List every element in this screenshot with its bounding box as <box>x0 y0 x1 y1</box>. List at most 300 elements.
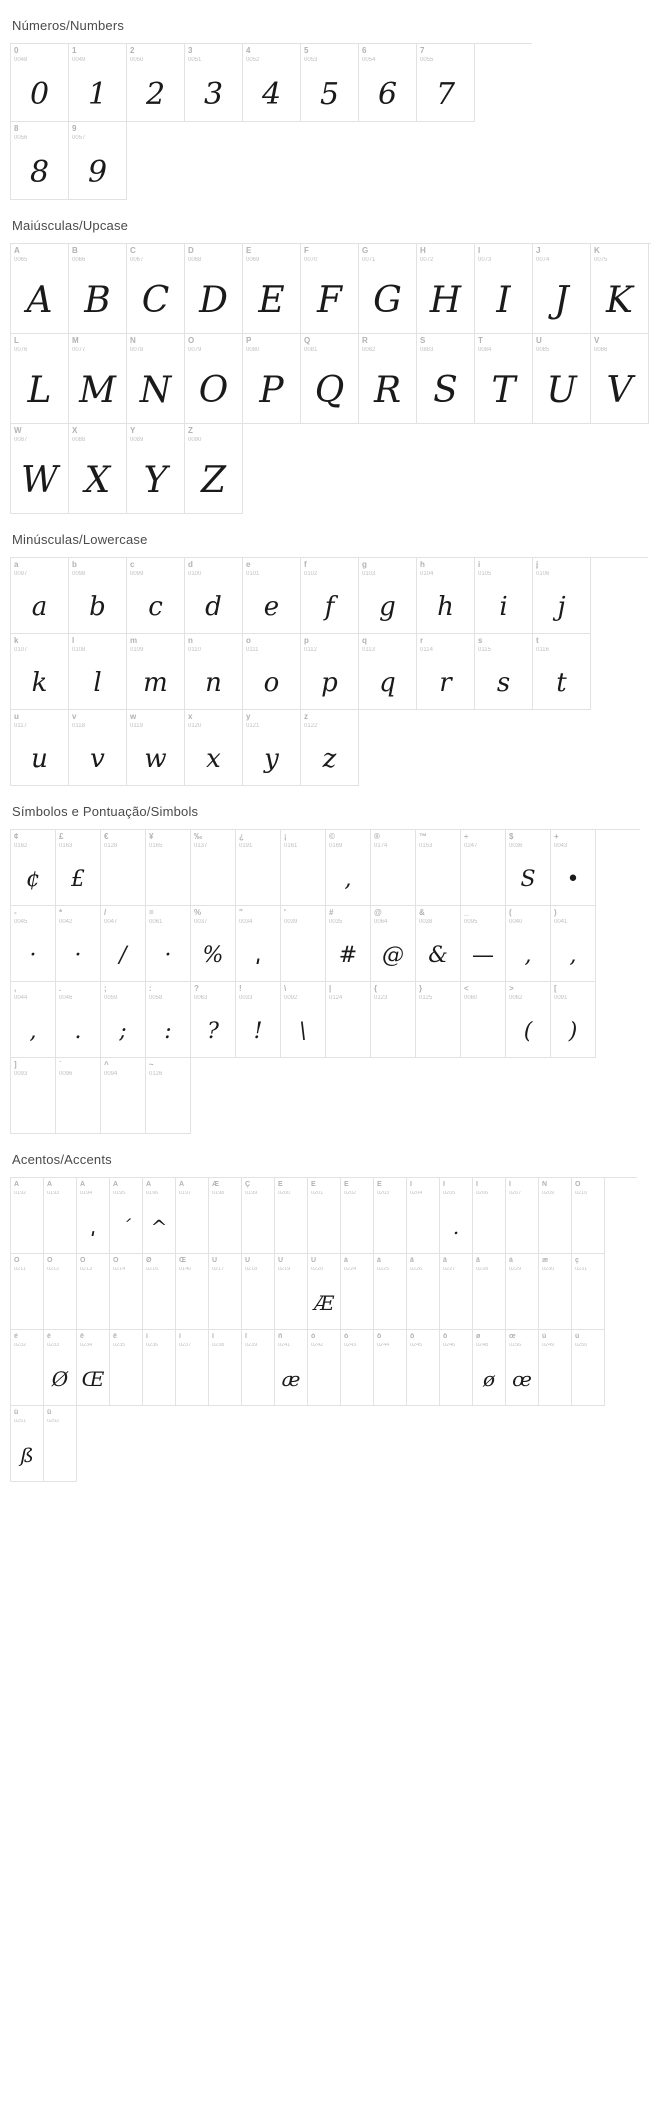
glyph-cell[interactable] <box>359 244 417 334</box>
glyph-render: j <box>557 592 566 622</box>
glyph-render <box>11 1351 43 1407</box>
glyph-cell[interactable] <box>11 710 69 786</box>
glyph-cell[interactable] <box>11 1178 44 1254</box>
glyph-cell[interactable] <box>11 1406 44 1482</box>
glyph-code-label: 0195 <box>113 1191 126 1196</box>
glyph-render <box>44 1275 76 1331</box>
glyph-char-label: R <box>362 337 368 345</box>
glyph-cell[interactable] <box>374 1254 407 1330</box>
glyph-char-label: õ <box>410 1333 415 1340</box>
glyph-cell[interactable] <box>101 982 146 1058</box>
glyph-cell[interactable] <box>69 244 127 334</box>
glyph-cell[interactable] <box>551 982 596 1058</box>
glyph-render: p <box>321 668 338 698</box>
glyph-cell[interactable] <box>243 558 301 634</box>
glyph-cell[interactable] <box>275 1178 308 1254</box>
glyph-code-label: 0200 <box>278 1191 291 1196</box>
glyph-cell[interactable] <box>11 122 69 200</box>
glyph-code-label: 0057 <box>72 135 86 141</box>
glyph-cell[interactable] <box>506 982 551 1058</box>
glyph-cell[interactable] <box>359 558 417 634</box>
glyph-cell[interactable] <box>236 982 281 1058</box>
glyph-cell[interactable] <box>473 1254 506 1330</box>
glyph-cell-header <box>143 1254 175 1275</box>
glyph-cell[interactable] <box>44 1254 77 1330</box>
glyph-cell[interactable] <box>473 1330 506 1406</box>
glyph-render: Z <box>200 459 226 501</box>
glyph-cell[interactable] <box>69 424 127 514</box>
glyph-cell-header <box>56 906 100 927</box>
glyph-cell[interactable] <box>591 334 649 424</box>
glyph-cell[interactable] <box>308 1254 341 1330</box>
glyph-cell[interactable] <box>281 830 326 906</box>
glyph-cell[interactable] <box>301 244 359 334</box>
glyph-render: K <box>606 279 633 321</box>
glyph-cell[interactable] <box>11 424 69 514</box>
glyph-cell-header <box>11 558 68 579</box>
glyph-cell[interactable] <box>56 1058 101 1134</box>
glyph-cell-header <box>127 334 184 355</box>
glyph-cell[interactable] <box>301 634 359 710</box>
glyph-char-label: ; <box>104 985 107 993</box>
glyph-cell[interactable] <box>176 1178 209 1254</box>
glyph-render: C <box>141 279 170 321</box>
glyph-render <box>110 1275 142 1331</box>
glyph-cell[interactable] <box>407 1254 440 1330</box>
glyph-cell[interactable] <box>44 1406 77 1482</box>
glyph-cell-header <box>374 1178 406 1199</box>
glyph-cell[interactable] <box>301 44 359 122</box>
glyph-char-label: % <box>194 909 202 917</box>
glyph-cell[interactable] <box>11 830 56 906</box>
glyph-cell[interactable] <box>243 244 301 334</box>
glyph-render: R <box>373 369 402 411</box>
glyph-code-label: 0062 <box>509 995 523 1001</box>
glyph-code-label: 0098 <box>72 571 86 577</box>
glyph-cell-header <box>209 1254 241 1275</box>
glyph-cell[interactable] <box>461 982 506 1058</box>
glyph-render: V <box>606 369 633 411</box>
glyph-code-label: 0249 <box>542 1343 555 1348</box>
glyph-code-label: 0086 <box>594 347 608 353</box>
glyph-render <box>440 1275 472 1331</box>
glyph-code-label: 0047 <box>104 919 118 925</box>
glyph-cell[interactable] <box>551 906 596 982</box>
glyph-render: y <box>264 744 279 774</box>
glyph-char-label: ? <box>194 985 199 993</box>
glyph-cell-header <box>243 558 300 579</box>
glyph-render: U <box>546 369 577 411</box>
glyph-cell-header <box>191 830 235 851</box>
glyph-cell[interactable] <box>417 334 475 424</box>
glyph-cell[interactable] <box>146 830 191 906</box>
glyph-cell[interactable] <box>371 830 416 906</box>
glyph-code-label: 0224 <box>344 1267 357 1272</box>
glyph-cell[interactable] <box>416 830 461 906</box>
glyph-cell[interactable] <box>185 710 243 786</box>
glyph-cell[interactable] <box>461 906 506 982</box>
glyph-cell[interactable] <box>440 1330 473 1406</box>
glyph-cell[interactable] <box>77 1254 110 1330</box>
glyph-cell-header <box>473 1178 505 1199</box>
glyph-code-label: 0102 <box>304 571 318 577</box>
glyph-render: z <box>322 744 337 774</box>
glyph-cell[interactable] <box>185 244 243 334</box>
glyph-char-label: a <box>14 561 19 569</box>
glyph-cell[interactable] <box>185 44 243 122</box>
section-title: Números/Numbers <box>12 18 125 33</box>
glyph-cell-header <box>572 1254 604 1275</box>
glyph-char-label: Î <box>476 1181 478 1188</box>
glyph-cell[interactable] <box>11 1058 56 1134</box>
glyph-cell[interactable] <box>242 1254 275 1330</box>
glyph-cell[interactable] <box>326 906 371 982</box>
glyph-char-label: £ <box>59 833 64 841</box>
glyph-char-label: < <box>464 985 469 993</box>
glyph-render: Q <box>314 369 345 411</box>
glyph-cell-header <box>301 710 358 731</box>
glyph-cell[interactable] <box>11 1330 44 1406</box>
glyph-char-label: w <box>130 713 137 721</box>
glyph-cell[interactable] <box>281 906 326 982</box>
glyph-render <box>176 1351 208 1407</box>
glyph-cell[interactable] <box>475 244 533 334</box>
glyph-cell[interactable] <box>359 634 417 710</box>
glyph-cell-header <box>359 244 416 265</box>
glyph-cell[interactable] <box>110 1178 143 1254</box>
glyph-cell[interactable] <box>572 1178 605 1254</box>
glyph-cell[interactable] <box>341 1330 374 1406</box>
glyph-cell-header <box>127 44 184 65</box>
glyph-cell[interactable] <box>176 1330 209 1406</box>
glyph-cell[interactable] <box>242 1178 275 1254</box>
glyph-cell-header <box>243 334 300 355</box>
glyph-cell[interactable] <box>44 1178 77 1254</box>
glyph-code-label: 0087 <box>14 437 28 443</box>
glyph-cell-header <box>417 634 474 655</box>
glyph-cell[interactable] <box>243 334 301 424</box>
glyph-cell[interactable] <box>110 1330 143 1406</box>
glyph-cell[interactable] <box>143 1178 176 1254</box>
glyph-cell[interactable] <box>506 1254 539 1330</box>
glyph-char-label: ‰ <box>194 833 202 841</box>
glyph-cell[interactable] <box>56 830 101 906</box>
glyph-code-label: 0883 <box>420 347 434 353</box>
glyph-char-label: á <box>377 1257 381 1264</box>
glyph-cell[interactable] <box>44 1330 77 1406</box>
glyph-code-label: 0080 <box>246 347 260 353</box>
glyph-cell[interactable] <box>440 1178 473 1254</box>
glyph-code-label: 0101 <box>246 571 260 577</box>
glyph-char-label: Ë <box>377 1181 382 1188</box>
glyph-char-label: ë <box>113 1333 117 1340</box>
glyph-cell[interactable] <box>461 830 506 906</box>
glyph-cell[interactable] <box>185 634 243 710</box>
glyph-render: : <box>164 1018 172 1044</box>
glyph-cell-header <box>127 424 184 445</box>
glyph-cell[interactable] <box>416 906 461 982</box>
glyph-cell[interactable] <box>101 1058 146 1134</box>
glyph-cell[interactable] <box>191 982 236 1058</box>
glyph-cell[interactable] <box>416 982 461 1058</box>
glyph-cell-header <box>69 424 126 445</box>
glyph-cell[interactable] <box>242 1330 275 1406</box>
glyph-render: 2 <box>145 76 166 112</box>
glyph-cell[interactable] <box>533 244 591 334</box>
glyph-render <box>242 1199 274 1255</box>
glyph-render: w <box>144 744 167 774</box>
glyph-code-label: 0174 <box>374 843 388 849</box>
glyph-cell[interactable] <box>191 906 236 982</box>
glyph-cell[interactable] <box>539 1330 572 1406</box>
glyph-render: L <box>27 369 52 411</box>
glyph-cell-header <box>101 982 145 1003</box>
glyph-cell[interactable] <box>301 334 359 424</box>
glyph-char-label: O <box>188 337 195 345</box>
glyph-cell[interactable] <box>11 906 56 982</box>
glyph-cell[interactable] <box>506 830 551 906</box>
glyph-cell[interactable] <box>236 830 281 906</box>
glyph-cell[interactable] <box>475 334 533 424</box>
glyph-code-label: 0066 <box>72 257 86 263</box>
glyph-cell-header <box>101 1058 145 1079</box>
glyph-cell[interactable] <box>176 1254 209 1330</box>
glyph-cell[interactable] <box>236 906 281 982</box>
glyph-cell-header <box>591 334 648 355</box>
glyph-cell[interactable] <box>301 558 359 634</box>
glyph-cell[interactable] <box>56 982 101 1058</box>
glyph-code-label: 0246 <box>443 1343 456 1348</box>
glyph-char-label: Ç <box>245 1181 251 1188</box>
glyph-cell[interactable] <box>359 44 417 122</box>
glyph-code-label: 0228 <box>476 1267 489 1272</box>
glyph-char-label: Ö <box>113 1257 119 1264</box>
glyph-cell[interactable] <box>209 1178 242 1254</box>
glyph-char-label: _ <box>464 909 469 917</box>
glyph-render: v <box>90 744 105 774</box>
glyph-cell[interactable] <box>11 244 69 334</box>
glyph-cell-header <box>127 244 184 265</box>
glyph-render: 0 <box>29 76 50 112</box>
glyph-cell[interactable] <box>69 44 127 122</box>
glyph-cell[interactable] <box>146 1058 191 1134</box>
glyph-cell-header <box>44 1178 76 1199</box>
glyph-char-label: N <box>130 337 136 345</box>
glyph-render: I <box>496 279 511 321</box>
glyph-cell-header <box>407 1330 439 1351</box>
glyph-cell[interactable] <box>127 710 185 786</box>
glyph-code-label: 0165 <box>149 843 163 849</box>
glyph-cell[interactable] <box>374 1330 407 1406</box>
glyph-cell[interactable] <box>11 982 56 1058</box>
glyph-cell-header <box>539 1330 571 1351</box>
glyph-cell[interactable] <box>308 1330 341 1406</box>
glyph-cell[interactable] <box>371 906 416 982</box>
glyph-render <box>236 851 280 907</box>
glyph-code-label: 0036 <box>509 843 523 849</box>
glyph-cell-header <box>44 1330 76 1351</box>
glyph-cell[interactable] <box>69 710 127 786</box>
glyph-cell[interactable] <box>185 558 243 634</box>
glyph-code-label: 0055 <box>420 57 434 63</box>
glyph-cell[interactable] <box>341 1254 374 1330</box>
glyph-render <box>374 1199 406 1255</box>
glyph-cell[interactable] <box>341 1178 374 1254</box>
glyph-cell[interactable] <box>359 334 417 424</box>
glyph-cell[interactable] <box>473 1178 506 1254</box>
glyph-char-label: ä <box>476 1257 480 1264</box>
glyph-cell[interactable] <box>143 1254 176 1330</box>
glyph-cell[interactable] <box>127 334 185 424</box>
glyph-code-label: 0117 <box>14 723 27 729</box>
glyph-cell[interactable] <box>127 424 185 514</box>
glyph-cell[interactable] <box>539 1254 572 1330</box>
glyph-cell-header <box>11 424 68 445</box>
glyph-cell[interactable] <box>69 122 127 200</box>
glyph-code-label: 0248 <box>476 1343 489 1348</box>
glyph-render <box>407 1275 439 1331</box>
glyph-cell[interactable] <box>69 334 127 424</box>
glyph-cell[interactable] <box>533 634 591 710</box>
glyph-code-label: 0081 <box>304 347 318 353</box>
glyph-char-label: @ <box>374 909 382 917</box>
glyph-render: G <box>373 279 402 321</box>
glyph-char-label: M <box>72 337 79 345</box>
glyph-cell[interactable] <box>185 424 243 514</box>
glyph-render <box>56 1079 100 1135</box>
glyph-cell[interactable] <box>371 982 416 1058</box>
glyph-render: ! <box>253 1018 263 1044</box>
glyph-cell[interactable] <box>275 1254 308 1330</box>
glyph-cell[interactable] <box>539 1178 572 1254</box>
glyph-cell[interactable] <box>11 44 69 122</box>
glyph-cell[interactable] <box>440 1254 473 1330</box>
glyph-code-label: 0198 <box>212 1191 225 1196</box>
glyph-code-label: 0162 <box>14 843 28 849</box>
glyph-cell[interactable] <box>209 1254 242 1330</box>
glyph-code-label: 0114 <box>420 647 433 653</box>
glyph-cell[interactable] <box>110 1254 143 1330</box>
glyph-cell[interactable] <box>533 334 591 424</box>
section-title: Acentos/Accents <box>12 1152 112 1167</box>
glyph-char-label: e <box>246 561 251 569</box>
glyph-cell[interactable] <box>69 558 127 634</box>
glyph-render <box>44 1199 76 1255</box>
glyph-render <box>242 1351 274 1407</box>
glyph-cell-header <box>473 1330 505 1351</box>
glyph-render: J <box>554 279 569 321</box>
glyph-cell[interactable] <box>281 982 326 1058</box>
glyph-render: l <box>93 668 102 698</box>
glyph-code-label: 0122 <box>304 723 318 729</box>
glyph-cell[interactable] <box>374 1178 407 1254</box>
glyph-code-label: 0077 <box>72 347 86 353</box>
glyph-cell[interactable] <box>11 1254 44 1330</box>
glyph-cell[interactable] <box>146 906 191 982</box>
glyph-cell[interactable] <box>11 634 69 710</box>
glyph-code-label: 0043 <box>554 843 568 849</box>
glyph-render <box>11 1079 55 1135</box>
glyph-code-label: 0245 <box>410 1343 423 1348</box>
glyph-cell[interactable] <box>506 1178 539 1254</box>
glyph-cell[interactable] <box>77 1178 110 1254</box>
glyph-cell[interactable] <box>127 558 185 634</box>
glyph-cell[interactable] <box>591 244 649 334</box>
glyph-cell[interactable] <box>417 558 475 634</box>
glyph-cell[interactable] <box>243 710 301 786</box>
glyph-cell-header <box>242 1178 274 1199</box>
glyph-cell-header <box>146 982 190 1003</box>
glyph-cell[interactable] <box>475 558 533 634</box>
glyph-code-label: 0219 <box>278 1267 291 1272</box>
glyph-render: M <box>79 369 116 411</box>
glyph-cell[interactable] <box>77 1330 110 1406</box>
glyph-char-label: U <box>536 337 542 345</box>
glyph-render <box>44 1427 76 1483</box>
glyph-cell[interactable] <box>407 1178 440 1254</box>
glyph-cell[interactable] <box>101 830 146 906</box>
glyph-cell[interactable] <box>572 1254 605 1330</box>
glyph-cell-header <box>461 906 505 927</box>
glyph-cell[interactable] <box>243 44 301 122</box>
glyph-code-label: 0063 <box>194 995 208 1001</box>
glyph-char-label: ` <box>59 1061 62 1069</box>
glyph-cell[interactable] <box>475 634 533 710</box>
glyph-cell[interactable] <box>407 1330 440 1406</box>
glyph-cell[interactable] <box>11 558 69 634</box>
glyph-cell[interactable] <box>69 634 127 710</box>
glyph-cell-header <box>11 710 68 731</box>
glyph-cell[interactable] <box>417 244 475 334</box>
glyph-cell[interactable] <box>101 906 146 982</box>
glyph-cell[interactable] <box>326 830 371 906</box>
glyph-render: T <box>491 369 516 411</box>
glyph-code-label: 0048 <box>14 57 28 63</box>
glyph-cell-header <box>374 1254 406 1275</box>
glyph-cell[interactable] <box>191 830 236 906</box>
glyph-cell-header <box>551 830 595 851</box>
glyph-cell[interactable] <box>506 1330 539 1406</box>
section-title: Minúsculas/Lowercase <box>12 532 148 547</box>
glyph-cell[interactable] <box>143 1330 176 1406</box>
glyph-cell[interactable] <box>326 982 371 1058</box>
glyph-cell[interactable] <box>185 334 243 424</box>
glyph-cell[interactable] <box>127 244 185 334</box>
glyph-cell-header <box>127 710 184 731</box>
glyph-render <box>101 851 145 907</box>
glyph-cell[interactable] <box>209 1330 242 1406</box>
glyph-cell[interactable] <box>308 1178 341 1254</box>
glyph-cell[interactable] <box>243 634 301 710</box>
glyph-cell[interactable] <box>533 558 591 634</box>
glyph-cell[interactable] <box>551 830 596 906</box>
glyph-cell[interactable] <box>127 634 185 710</box>
glyph-cell[interactable] <box>301 710 359 786</box>
glyph-cell[interactable] <box>572 1330 605 1406</box>
glyph-cell-header <box>371 830 415 851</box>
glyph-render: & <box>428 942 448 968</box>
glyph-cell[interactable] <box>417 44 475 122</box>
glyph-cell[interactable] <box>11 334 69 424</box>
glyph-cell[interactable] <box>146 982 191 1058</box>
glyph-cell[interactable] <box>127 44 185 122</box>
glyph-cell[interactable] <box>417 634 475 710</box>
glyph-cell[interactable] <box>56 906 101 982</box>
glyph-cell[interactable] <box>506 906 551 982</box>
glyph-code-label: 0064 <box>374 919 388 925</box>
glyph-cell[interactable] <box>275 1330 308 1406</box>
glyph-render: ( <box>523 1018 533 1044</box>
